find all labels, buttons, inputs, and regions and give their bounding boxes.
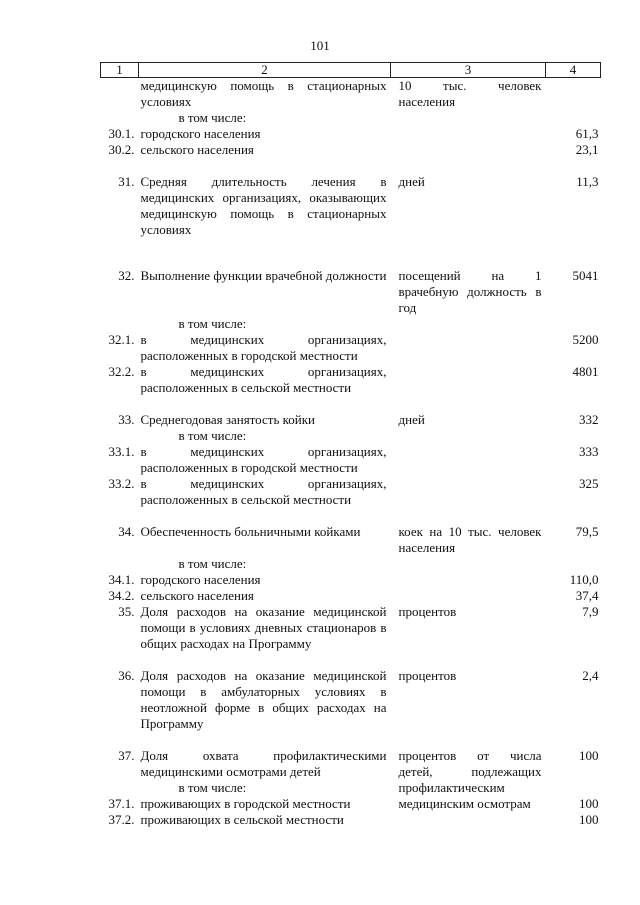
row-number: 34.1. — [108, 572, 135, 587]
row-number: 36. — [118, 668, 135, 683]
indicator-description: проживающих в городской местности — [140, 796, 351, 811]
row-number — [101, 316, 139, 332]
indicator-value — [546, 316, 601, 332]
subheading-label: в том числе: — [178, 110, 247, 125]
unit-of-measure: процентов — [398, 668, 457, 683]
row-number: 30.1. — [108, 126, 135, 141]
spacer-cell — [101, 508, 601, 524]
indicator-value — [546, 428, 601, 444]
row-number — [101, 780, 139, 796]
indicator-description: Доля расходов на оказание медицинской помощи в условиях дневных стационаров в общих расходах на Программу — [140, 604, 387, 651]
indicator-description: в медицинских организациях, расположенных в сельской местности — [140, 364, 387, 395]
row-number: 30.2. — [108, 142, 135, 157]
indicator-description: Средняя длительность лечения в медицинских организациях, оказывающих медицинскую помощь в стационарных условиях — [140, 174, 387, 237]
subheading-label: в том числе: — [178, 428, 247, 443]
table-row — [101, 78, 601, 111]
row-number: 35. — [118, 604, 135, 619]
indicator-description: Доля охвата профилактическими медицинскими осмотрами детей — [140, 748, 387, 779]
table-row — [101, 556, 601, 572]
indicator-value: 325 — [579, 476, 599, 491]
row-number: 32.2. — [108, 364, 135, 379]
spacer-row — [101, 508, 601, 524]
indicator-description: в медицинских организациях, расположенных в городской местности — [140, 444, 387, 475]
unit-of-measure — [391, 588, 546, 604]
row-number: 34. — [118, 524, 135, 539]
row-number: 34.2. — [108, 588, 135, 603]
row-number: 33. — [118, 412, 135, 427]
indicator-value: 11,3 — [576, 174, 599, 189]
indicator-value: 61,3 — [575, 126, 599, 141]
indicator-table — [100, 62, 601, 828]
indicator-value: 5200 — [572, 332, 599, 347]
table-row — [101, 476, 601, 508]
indicator-value — [546, 556, 601, 572]
table-row — [101, 428, 601, 444]
row-number: 33.2. — [108, 476, 135, 491]
table-row — [101, 668, 601, 732]
indicator-value: 79,5 — [575, 524, 599, 539]
indicator-description: Выполнение функции врачебной должности — [140, 268, 387, 283]
unit-of-measure: дней — [398, 174, 425, 189]
row-number: 32.1. — [108, 332, 135, 347]
indicator-value: 4801 — [572, 364, 599, 379]
unit-of-measure — [391, 126, 546, 142]
table-row — [101, 142, 601, 158]
subheading-label: в том числе: — [178, 780, 247, 795]
table-row — [101, 268, 601, 316]
indicator-description: Среднегодовая занятость койки — [140, 412, 316, 427]
table-row — [101, 604, 601, 652]
spacer-row — [101, 732, 601, 748]
spacer-cell — [101, 396, 601, 412]
indicator-description: городского населения — [140, 126, 261, 141]
spacer-row — [101, 238, 601, 268]
table-row — [101, 412, 601, 428]
indicator-description: Доля расходов на оказание медицинской помощи в амбулаторных условиях в неотложной форме в общих расходах на Программу — [140, 668, 387, 731]
table-row — [101, 572, 601, 588]
row-number — [101, 110, 139, 126]
indicator-description: медицинскую помощь в стационарных условиях — [140, 78, 387, 109]
unit-of-measure — [391, 332, 546, 364]
table-row — [101, 748, 601, 780]
table-row — [101, 332, 601, 364]
row-number: 37.2. — [108, 812, 135, 827]
indicator-description: в медицинских организациях, расположенных в сельской местности — [140, 476, 387, 507]
unit-of-measure — [391, 142, 546, 158]
indicator-value — [546, 780, 601, 796]
indicator-description: Обеспеченность больничными койками — [140, 524, 361, 539]
indicator-value: 100 — [579, 748, 599, 763]
spacer-cell — [101, 158, 601, 174]
table-row — [101, 316, 601, 332]
spacer-row — [101, 396, 601, 412]
spacer-cell — [101, 652, 601, 668]
row-number: 32. — [118, 268, 135, 283]
spacer-cell — [101, 732, 601, 748]
row-number: 37.1. — [108, 796, 135, 811]
subheading-label: в том числе: — [178, 316, 247, 331]
spacer-row — [101, 652, 601, 668]
indicator-description — [139, 556, 391, 572]
table-row — [101, 126, 601, 142]
unit-of-measure: процентов — [398, 604, 457, 619]
table-row — [101, 588, 601, 604]
unit-of-measure — [391, 364, 546, 396]
unit-of-measure: 10 тыс. человек населения — [398, 78, 542, 109]
row-number — [101, 78, 139, 111]
unit-of-measure: коек на 10 тыс. человек населения — [398, 524, 542, 555]
spacer-row — [101, 158, 601, 174]
indicator-description — [139, 110, 391, 126]
indicator-description — [139, 428, 391, 444]
table-row — [101, 110, 601, 126]
indicator-value: 332 — [579, 412, 599, 427]
row-number: 33.1. — [108, 444, 135, 459]
indicator-value: 333 — [579, 444, 599, 459]
indicator-value: 7,9 — [582, 604, 599, 619]
subheading-label: в том числе: — [178, 556, 247, 571]
table-header-row — [101, 63, 601, 78]
indicator-description: проживающих в сельской местности — [140, 812, 344, 827]
row-number — [101, 556, 139, 572]
column-header-4: 4 — [546, 63, 601, 78]
page-number: 101 — [310, 38, 330, 53]
indicator-value: 110,0 — [569, 572, 599, 587]
indicator-value: 37,4 — [575, 588, 599, 603]
table-row — [101, 444, 601, 476]
table-row — [101, 364, 601, 396]
table-body — [101, 78, 601, 829]
spacer-cell — [101, 238, 601, 268]
unit-of-measure — [391, 444, 546, 476]
indicator-description: сельского населения — [140, 588, 254, 603]
indicator-value: 100 — [579, 812, 599, 827]
column-header-2: 2 — [139, 63, 391, 78]
row-number — [101, 428, 139, 444]
unit-of-measure — [391, 428, 546, 444]
indicator-description: городского населения — [140, 572, 261, 587]
indicator-value: 2,4 — [582, 668, 599, 683]
unit-of-measure — [391, 316, 546, 332]
column-header-3: 3 — [391, 63, 546, 78]
indicator-value — [546, 78, 601, 111]
column-header-1: 1 — [101, 63, 139, 78]
unit-of-measure: дней — [398, 412, 425, 427]
table-row — [101, 174, 601, 238]
row-number: 31. — [118, 174, 135, 189]
unit-of-measure — [391, 572, 546, 588]
row-number: 37. — [118, 748, 135, 763]
indicator-value: 23,1 — [575, 142, 599, 157]
unit-of-measure — [391, 476, 546, 508]
indicator-description — [139, 316, 391, 332]
indicator-description: в медицинских организациях, расположенных в городской местности — [140, 332, 387, 363]
indicator-description — [139, 780, 391, 796]
unit-of-measure: процентов от числа детей, подлежащих профилактическим медицинским осмотрам — [398, 748, 542, 811]
indicator-description: сельского населения — [140, 142, 254, 157]
indicator-value — [546, 110, 601, 126]
table-row — [101, 524, 601, 556]
unit-of-measure: посещений на 1 врачебную должность в год — [398, 268, 542, 315]
unit-of-measure — [391, 110, 546, 126]
unit-of-measure — [391, 556, 546, 572]
indicator-value: 5041 — [572, 268, 599, 283]
indicator-value: 100 — [579, 796, 599, 811]
